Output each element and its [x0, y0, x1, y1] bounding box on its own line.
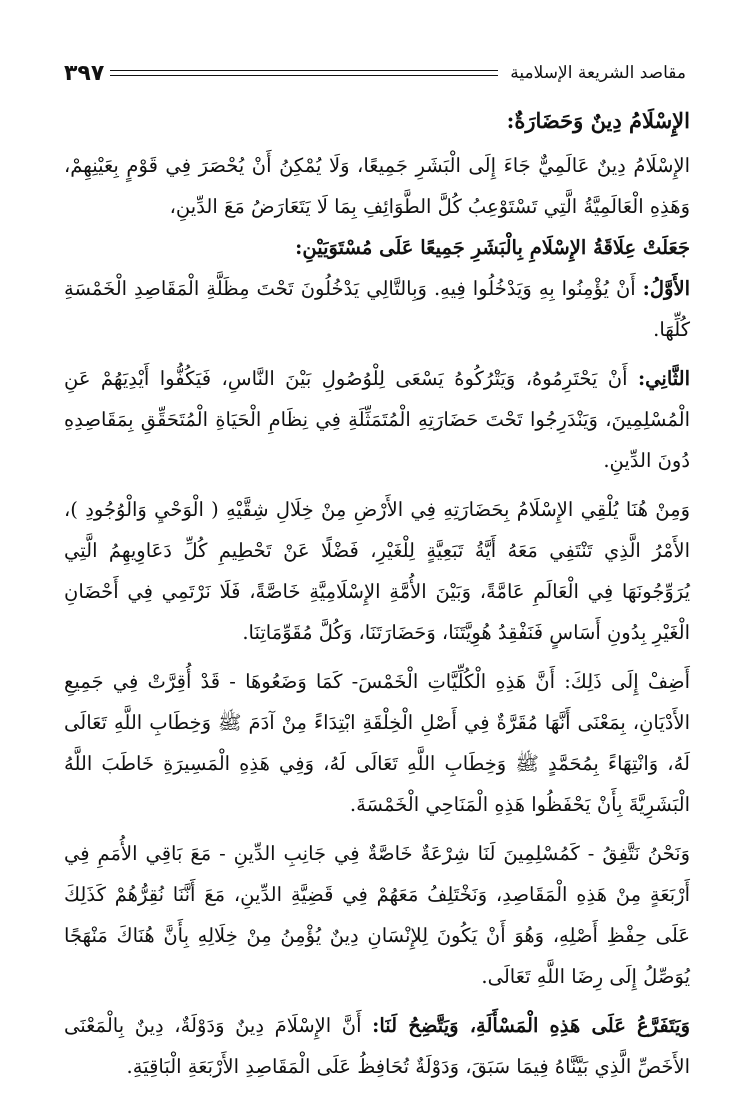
paragraph-1: [64, 145, 690, 227]
paragraph-3-text: أَنْ يُؤْمِنُوا بِهِ وَيَدْخُلُوا فِيهِ. وَبِالتَّالِي يَدْخُلُونَ تَحْتَ مِظَلَّةِ الْمَقَاصِدِ الْخَمْسَةِ كُلِّهَا.: [64, 277, 690, 341]
page-number: ٣٩٧: [64, 60, 105, 86]
paragraph-5: وَمِنْ هُنَا يُلْقِي الإِسْلَامُ بِحَضَارَتِهِ فِي الأَرْضِ مِنْ خِلَالِ شِقَّيْهِ ( الْوَحْيِ وَالْوُجُودِ )، الأَمْرُ الَّذِي تَنْتَفِي مَعَهُ أَيَّةُ تَبَعِيَّةٍ لِلْغَيْرِ، فَضْلًا عَنْ تَحْطِيمِ كُلِّ دَعَاوِيهِمُ الَّتِي يُرَوِّجُونَهَا فِي الْعَالَمِ عَامَّةً، وَبَيْنَ الأُمَّةِ الإِسْلَامِيَّةِ خَاصَّةً، فَلَا نَرْتَمِي فِي أَحْضَانِ الْغَيْرِ بِدُونِ أَسَاسٍ فَنَفْقِدُ هُوِيَّتَنَا، وَحَضَارَتَنَا، وَكُلَّ مُقَوِّمَاتِنَا.: [64, 498, 690, 644]
paragraph-8-text: أَنَّ الإِسْلَامَ دِينٌ وَدَوْلَةٌ، دِينٌ بِالْمَعْنَى الأَخَصِّ الَّذِي بَيَّنَّاهُ فِيمَا سَبَقَ، وَدَوْلَةٌ تُحَافِظُ عَلَى الْمَقَاصِدِ الأَرْبَعَةِ الْبَاقِيَةِ.: [64, 1014, 690, 1078]
header-rule: [110, 70, 498, 76]
paragraph-4: [64, 358, 690, 481]
running-title: مقاصد الشريعة الإسلامية: [510, 63, 686, 83]
paragraph-1-text: الإِسْلَامُ دِينٌ عَالَمِيٌّ جَاءَ إِلَى الْبَشَرِ جَمِيعًا، وَلَا يُمْكِنُ أَنْ يُحْصَرَ فِي قَوْمٍ بِعَيْنِهِمْ، وَهَذِهِ الْعَالَمِيَّةُ الَّتِي تَسْتَوْعِبُ كُلَّ الطَّوَائِفِ بِمَا لَا يَتَعَارَضُ مَعَ الدِّينِ،: [64, 154, 690, 218]
section-heading: الإِسْلَامُ دِينٌ وَحَضَارَةٌ:: [506, 108, 690, 133]
paragraph-8-lead: وَيَتَفَرَّعُ عَلَى هَذِهِ الْمَسْأَلَةِ، وَيَتَّضِحُ لَنَا:: [372, 1014, 690, 1037]
paragraph-8: [64, 1005, 690, 1087]
paragraph-7: وَنَحْنُ نَتَّفِقُ - كَمُسْلِمِينَ لَنَا شِرْعَةٌ خَاصَّةٌ فِي جَانِبِ الدِّينِ - مَعَ بَاقِي الأُمَمِ فِي أَرْبَعَةٍ مِنْ هَذِهِ الْمَقَاصِدِ، وَنَخْتَلِفُ مَعَهُمْ فِي قَضِيَّةِ الدِّينِ، مَعَ أَنَّنَا نُقِرُّهُمْ كَذَلِكَ عَلَى حِفْظِ أَصْلِهِ، وَهُوَ أَنْ يَكُونَ لِلإِنْسَانِ دِينٌ يُؤْمِنُ مِنْ خِلَالِهِ بِأَنَّ هُنَاكَ مَنْهَجًا يُوَصِّلُ إِلَى رِضَا اللَّهِ تَعَالَى.: [64, 842, 690, 988]
paragraph-3: [64, 268, 690, 350]
paragraph-3-lead: الأَوَّلُ:: [642, 277, 690, 300]
page-header: [64, 56, 686, 90]
paragraph-4-text: أَنْ يَحْتَرِمُوهُ، وَيَتْرُكُوهُ يَسْعَى لِلْوُصُولِ بَيْنَ النَّاسِ، فَيَكُفُّوا أَيْدِيَهُمْ عَنِ الْمُسْلِمِينَ، وَيَنْدَرِجُوا تَحْتَ حَضَارَتِهِ الْمُتَمَثِّلَةِ فِي نِظَامِ الْحَيَاةِ الْمُتَحَقِّقِ بِمَقَاصِدِهِ دُونَ الدِّينِ.: [64, 367, 690, 472]
paragraph-2: جَعَلَتْ عِلَاقَةُ الإِسْلَامِ بِالْبَشَرِ جَمِيعًا عَلَى مُسْتَوَيَيْنِ:: [295, 236, 690, 259]
paragraph-6: أَضِفْ إِلَى ذَلِكَ: أَنَّ هَذِهِ الْكُلِّيَّاتِ الْخَمْسَ- كَمَا وَضَعُوهَا - قَدْ أُقِرَّتْ فِي جَمِيعِ الأَدْيَانِ، بِمَعْنَى أَنَّهَا مُقَرَّةٌ فِي أَصْلِ الْخِلْقَةِ ابْتِدَاءً مِنْ آدَمَ ﷺ وَخِطَابِ اللَّهِ تَعَالَى لَهُ، وَانْتِهَاءً بِمُحَمَّدٍ ﷺ وَخِطَابِ اللَّهِ تَعَالَى لَهُ، وَفِي هَذِهِ الْمَسِيرَةِ خَاطَبَ اللَّهُ الْبَشَرِيَّةَ بِأَنْ يَحْفَظُوا هَذِهِ الْمَنَاحِي الْخَمْسَةَ.: [64, 670, 690, 816]
paragraph-4-lead: الثَّانِي:: [637, 367, 691, 390]
page-body: [64, 100, 690, 1095]
